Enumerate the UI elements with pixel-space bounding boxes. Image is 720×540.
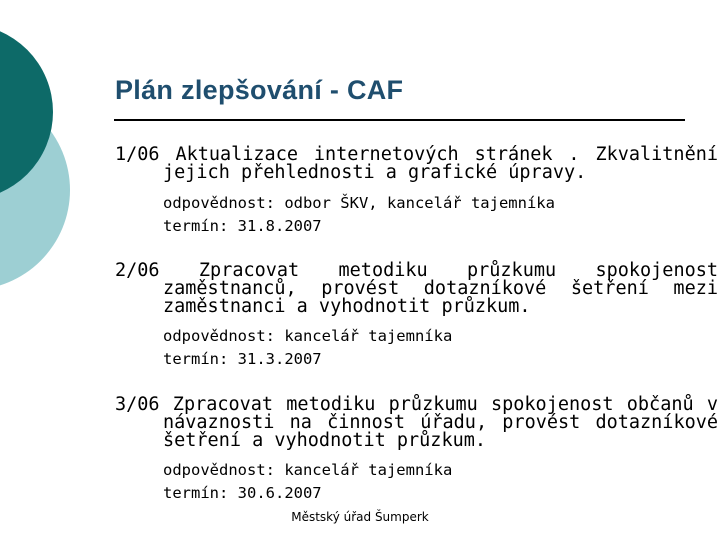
item-2-responsibility: odpovědnost: kancelář tajemníka — [163, 327, 453, 345]
decorative-circles — [0, 0, 120, 300]
item-1-responsibility: odpovědnost: odbor ŠKV, kancelář tajemníka — [163, 194, 555, 212]
title-divider — [114, 119, 685, 121]
item-1-deadline: termín: 31.8.2007 — [163, 217, 322, 235]
plan-item-2: 2/06 Zpracovat metodiku průzkumu spokojenost zaměstnanců, provést dotazníkové šetření mezi zaměstnanci a vyhodnotit průzkum. — [115, 260, 718, 317]
slide-title: Plán zlepšování - CAF — [115, 75, 404, 105]
footer-text: Městský úřad Šumperk — [291, 510, 429, 524]
item-3-responsibility: odpovědnost: kancelář tajemníka — [163, 461, 453, 479]
plan-item-1: 1/06 Aktualizace internetových stránek . Zkvalitnění jejich přehlednosti a grafické úpravy. — [115, 144, 718, 183]
item-2-deadline: termín: 31.3.2007 — [163, 350, 322, 368]
plan-item-3: 3/06 Zpracovat metodiku průzkumu spokojenost občanů v návaznosti na činnost úřadu, provést dotazníkové šetření a vyhodnotit průzkum. — [115, 394, 718, 451]
item-3-deadline: termín: 30.6.2007 — [163, 484, 322, 502]
